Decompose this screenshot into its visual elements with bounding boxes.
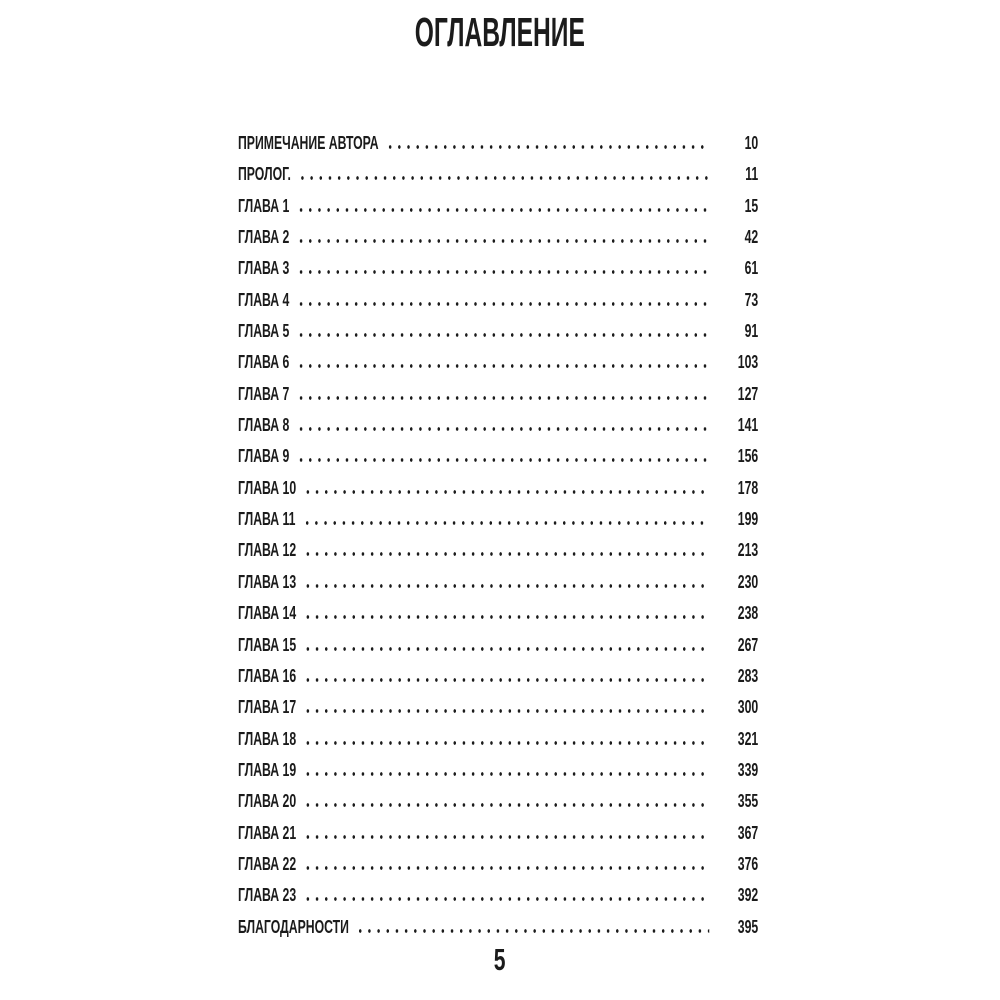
toc-entry-page-number: 10 — [744, 133, 759, 153]
toc-list — [238, 128, 758, 943]
dot-leader — [296, 270, 709, 274]
toc-entry-label: ГЛАВА 13 — [238, 571, 297, 592]
toc-entry-label: ГЛАВА 22 — [238, 853, 297, 874]
toc-entry — [238, 441, 758, 472]
dot-leader — [296, 333, 709, 337]
toc-entry-page-number: 199 — [737, 509, 759, 530]
toc-entry-label: БЛАГОДАРНОСТИ — [238, 916, 349, 937]
toc-entry-page-number: 283 — [737, 665, 759, 686]
toc-entry — [238, 692, 758, 723]
toc-entry-label: ГЛАВА 19 — [238, 759, 297, 780]
dot-leader — [296, 458, 709, 462]
toc-entry — [238, 347, 758, 378]
toc-entry-page-number: 321 — [737, 728, 759, 749]
toc-entry-page-number: 238 — [737, 603, 759, 624]
dot-leader — [298, 176, 709, 180]
toc-entry — [238, 285, 758, 316]
toc-entry-label: ГЛАВА 9 — [238, 446, 290, 467]
toc-entry-label: ГЛАВА 20 — [238, 791, 297, 812]
toc-entry — [238, 410, 758, 441]
toc-entry-label: ГЛАВА 14 — [238, 603, 297, 624]
toc-entry-page-number: 355 — [737, 791, 759, 812]
toc-entry-page-number: 300 — [737, 697, 759, 718]
toc-entry-label: ГЛАВА 11 — [238, 509, 296, 530]
toc-entry-label: ГЛАВА 16 — [238, 665, 297, 686]
toc-entry — [238, 222, 758, 253]
toc-entry-label: ГЛАВА 10 — [238, 477, 297, 498]
dot-leader — [303, 584, 709, 588]
toc-entry-label: ГЛАВА 2 — [238, 227, 290, 248]
toc-entry-label: ГЛАВА 21 — [238, 822, 297, 843]
dot-leader — [303, 741, 709, 745]
toc-entry — [238, 786, 758, 817]
toc-entry — [238, 755, 758, 786]
dot-leader — [296, 427, 709, 431]
toc-entry-page-number: 213 — [737, 540, 759, 561]
toc-entry — [238, 504, 758, 535]
dot-leader — [296, 396, 709, 400]
dot-leader — [303, 490, 709, 494]
toc-entry — [238, 253, 758, 284]
toc-entry-label: ГЛАВА 6 — [238, 352, 290, 373]
dot-leader — [303, 772, 709, 776]
dot-leader — [303, 552, 709, 556]
toc-entry-page-number: 11 — [745, 164, 759, 185]
toc-entry-page-number: 367 — [737, 822, 759, 843]
toc-entry — [238, 818, 758, 849]
toc-entry-page-number: 103 — [737, 352, 759, 373]
toc-entry-page-number: 178 — [737, 477, 759, 498]
toc-entry — [238, 535, 758, 566]
toc-entry — [238, 191, 758, 222]
page-title-text: ОГЛАВЛЕНИЕ — [414, 9, 586, 55]
toc-entry-label: ГЛАВА 18 — [238, 728, 297, 749]
toc-entry — [238, 128, 758, 159]
toc-entry-label: ГЛАВА 7 — [238, 383, 290, 404]
toc-entry-page-number: 91 — [744, 321, 759, 342]
toc-entry — [238, 661, 758, 692]
toc-entry-page-number: 395 — [737, 916, 759, 937]
toc-entry-page-number: 42 — [744, 227, 759, 248]
toc-entry-label: ГЛАВА 4 — [238, 289, 290, 310]
toc-entry-page-number: 267 — [737, 634, 759, 655]
toc-entry-label: ГЛАВА 17 — [238, 697, 297, 718]
folio-page-number: 5 — [494, 942, 506, 977]
toc-entry-page-number: 15 — [744, 195, 759, 216]
dot-leader — [303, 803, 709, 807]
toc-entry-page-number: 61 — [744, 258, 759, 279]
toc-entry — [238, 849, 758, 880]
dot-leader — [385, 145, 709, 149]
page-title — [0, 6, 1000, 58]
toc-entry — [238, 159, 758, 190]
dot-leader — [296, 208, 709, 212]
toc-entry — [238, 630, 758, 661]
toc-entry — [238, 912, 758, 943]
toc-entry-label: ПРИМЕЧАНИЕ АВТОРА — [238, 133, 379, 153]
toc-entry — [238, 379, 758, 410]
toc-entry — [238, 316, 758, 347]
dot-leader — [303, 647, 709, 651]
toc-entry-label: ГЛАВА 12 — [238, 540, 297, 561]
toc-entry — [238, 598, 758, 629]
dot-leader — [356, 929, 709, 933]
toc-entry-page-number: 156 — [737, 446, 759, 467]
dot-leader — [303, 897, 709, 901]
toc-entry — [238, 724, 758, 755]
dot-leader — [303, 615, 709, 619]
toc-entry-page-number: 127 — [737, 383, 759, 404]
toc-entry-page-number: 339 — [737, 759, 759, 780]
folio — [0, 940, 1000, 980]
toc-entry-page-number: 73 — [744, 289, 759, 310]
toc-entry — [238, 880, 758, 911]
toc-entry-label: ГЛАВА 3 — [238, 258, 290, 279]
toc-entry-label: ГЛАВА 5 — [238, 321, 290, 342]
toc-entry — [238, 473, 758, 504]
dot-leader — [303, 709, 709, 713]
toc-entry-label: ГЛАВА 15 — [238, 634, 297, 655]
toc-entry-page-number: 230 — [737, 571, 759, 592]
toc-entry-label: ГЛАВА 8 — [238, 415, 290, 436]
dot-leader — [303, 835, 709, 839]
toc-entry-label: ПРОЛОГ. — [238, 164, 291, 185]
dot-leader — [296, 239, 709, 243]
toc-entry-page-number: 392 — [737, 885, 759, 906]
dot-leader — [303, 678, 709, 682]
dot-leader — [302, 521, 709, 525]
toc-entry-label: ГЛАВА 1 — [238, 195, 290, 216]
toc-entry-label: ГЛАВА 23 — [238, 885, 297, 906]
dot-leader — [296, 302, 709, 306]
toc-entry-page-number: 376 — [737, 853, 759, 874]
toc-entry — [238, 567, 758, 598]
dot-leader — [296, 364, 709, 368]
dot-leader — [303, 866, 709, 870]
toc-entry-page-number: 141 — [737, 415, 759, 436]
